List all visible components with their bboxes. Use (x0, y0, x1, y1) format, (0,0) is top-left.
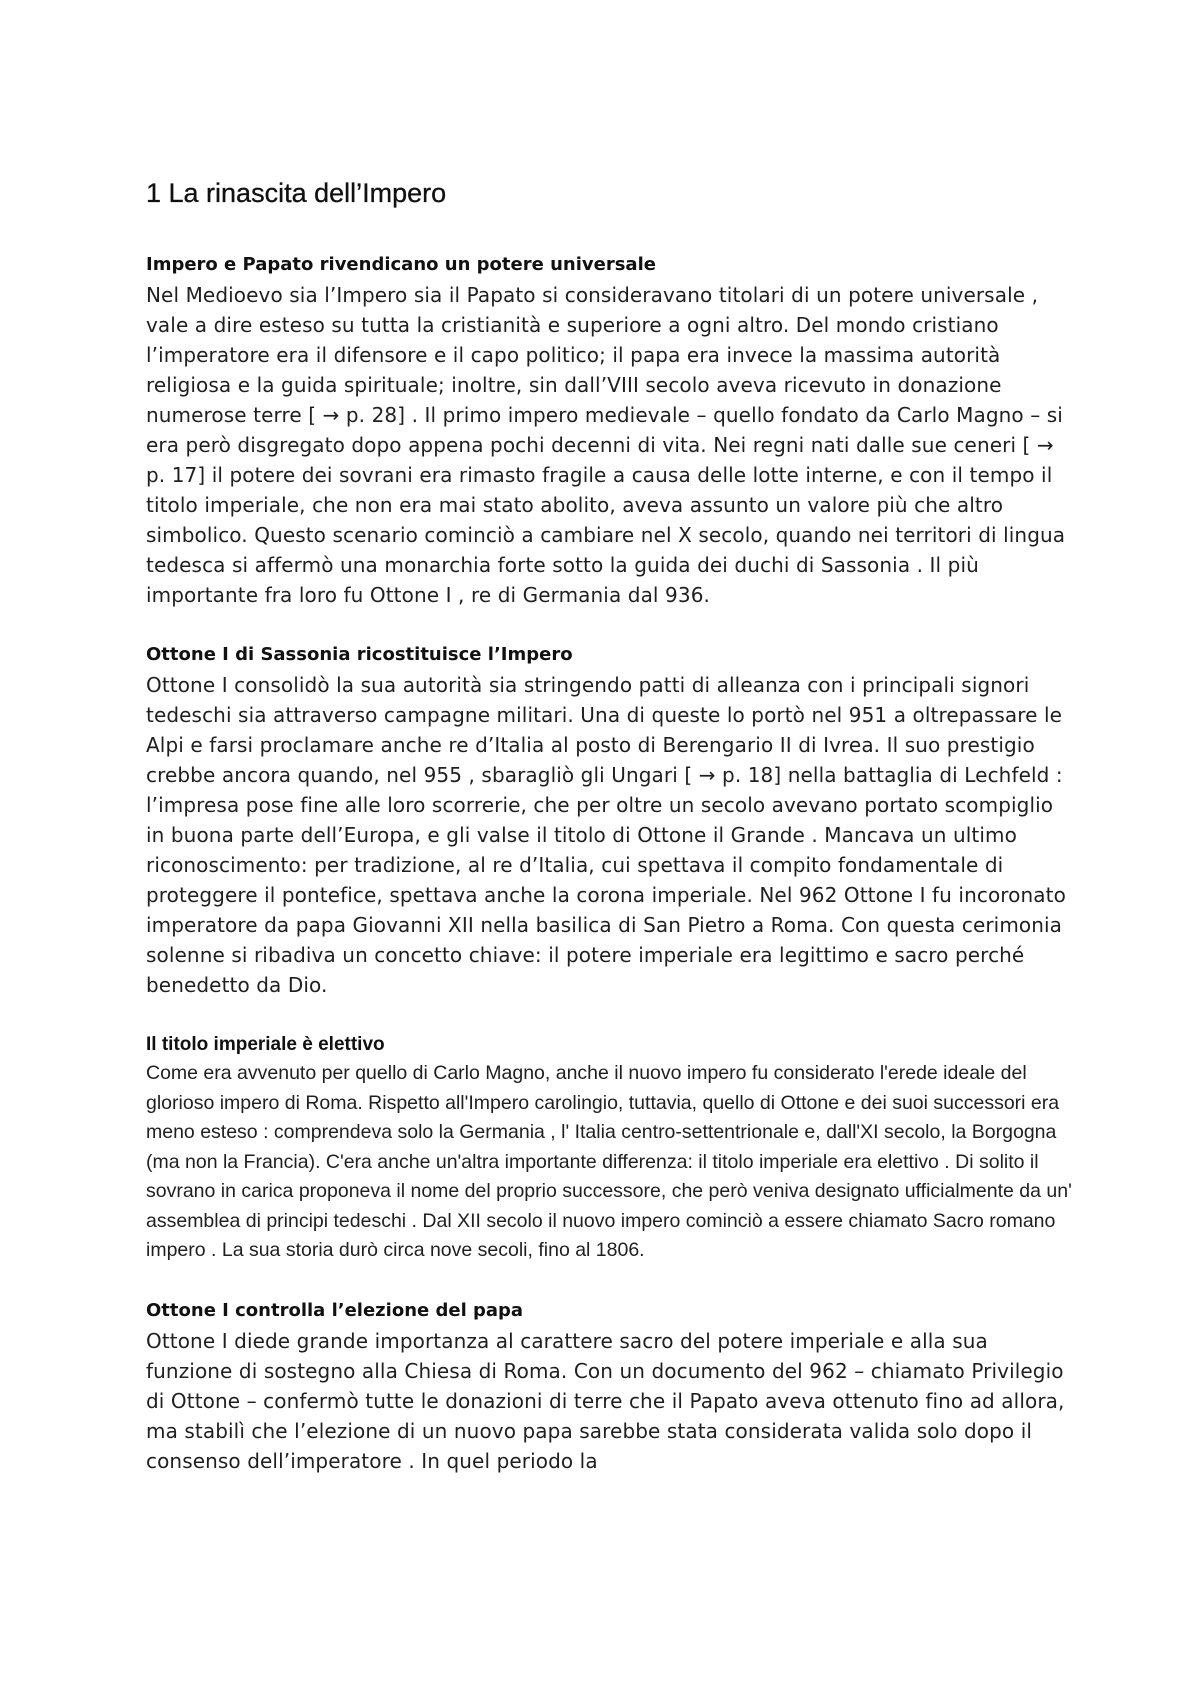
section-paragraph: Ottone I diede grande importanza al carattere sacro del potere imperiale e alla sua funzione di sostegno alla Chiesa di Roma. Con un documento del 962 – chiamato Privilegio di Ottone – confermò tutte le donazioni di terre che il Papato aveva ottenuto fino ad allora, ma stabilì che l’elezione di un nuovo papa sarebbe stata considerata valida solo dopo il consenso dell’imperatore . In quel periodo la (146, 1328, 1065, 1473)
section-paragraph: Nel Medioevo sia l’Impero sia il Papato si consideravano titolari di un potere universale , vale a dire esteso su tutta la cristianità e superiore a ogni altro. Del mondo cristiano l’imperatore era il difensore e il capo politico; il papa era invece la massima autorità religiosa e la guida spirituale; inoltre, sin dall’VIII secolo aveva ricevuto in donazione numerose terre [ → p. 28] . Il primo impero medievale – quello fondato da Carlo Magno – si era però disgregato dopo appena pochi decenni di vita. Nei regni nati dalle sue ceneri [ → p. 17] il potere dei sovrani era rimasto fragile a causa delle lotte interne, e con il tempo il titolo imperiale, che non era mai stato abolito, aveva assunto un valore più che altro simbolico. Questo scenario cominciò a cambiare nel X secolo, quando nei territori di lingua tedesca si affermò una monarchia forte sotto la guida dei duchi di Sassonia . Il più importante fra loro fu Ottone I , re di Germania dal 936. (146, 283, 1066, 607)
section-heading: Il titolo imperiale è elettivo (146, 1034, 385, 1055)
section-heading: Ottone I controlla l’elezione del papa (146, 1299, 524, 1321)
document-title: 1 La rinascita dell’Impero (146, 178, 447, 208)
section-heading: Ottone I di Sassonia ricostituisce l’Impero (146, 644, 573, 665)
document-page (146, 176, 1076, 1506)
section-ottone-impero (146, 640, 1076, 1000)
section-elezione-papa (146, 1296, 1076, 1476)
section-impero-papato (146, 250, 1076, 610)
section-titolo-elettivo (146, 1030, 1076, 1266)
section-paragraph: Come era avvenuto per quello di Carlo Magno, anche il nuovo impero fu considerato l'erede ideale del glorioso impero di Roma. Rispetto all'Impero carolingio, tuttavia, quello di Ottone e dei suoi successori era meno esteso : comprendeva solo la Germania , l' Italia centro-settentrionale e, dall'XI secolo, la Borgogna (ma non la Francia). C'era anche un'altra importante differenza: il titolo imperiale era elettivo . Di solito il sovrano in carica proponeva il nome del proprio successore, che però veniva designato ufficialmente da un' assemblea di principi tedeschi . Dal XII secolo il nuovo impero cominciò a essere chiamato Sacro romano impero . La sua storia durò circa nove secoli, fino al 1806. (146, 1062, 1072, 1261)
section-heading: Impero e Papato rivendicano un potere universale (146, 254, 656, 275)
section-paragraph: Ottone I consolidò la sua autorità sia stringendo patti di alleanza con i principali signori tedeschi sia attraverso campagne militari. Una di queste lo portò nel 951 a oltrepassare le Alpi e farsi proclamare anche re d’Italia al posto di Berengario II di Ivrea. Il suo prestigio crebbe ancora quando, nel 955 , sbaragliò gli Ungari [ → p. 18] nella battaglia di Lechfeld : l’impresa pose fine alle loro scorrerie, che per oltre un secolo avevano portato scompiglio in buona parte dell’Europa, e gli valse il titolo di Ottone il Grande . Mancava un ultimo riconoscimento: per tradizione, al re d’Italia, cui spettava il compito fondamentale di proteggere il pontefice, spettava anche la corona imperiale. Nel 962 Ottone I fu incoronato imperatore da papa Giovanni XII nella basilica di San Pietro a Roma. Con questa cerimonia solenne si ribadiva un concetto chiave: il potere imperiale era legittimo e sacro perché benedetto da Dio. (146, 673, 1066, 997)
